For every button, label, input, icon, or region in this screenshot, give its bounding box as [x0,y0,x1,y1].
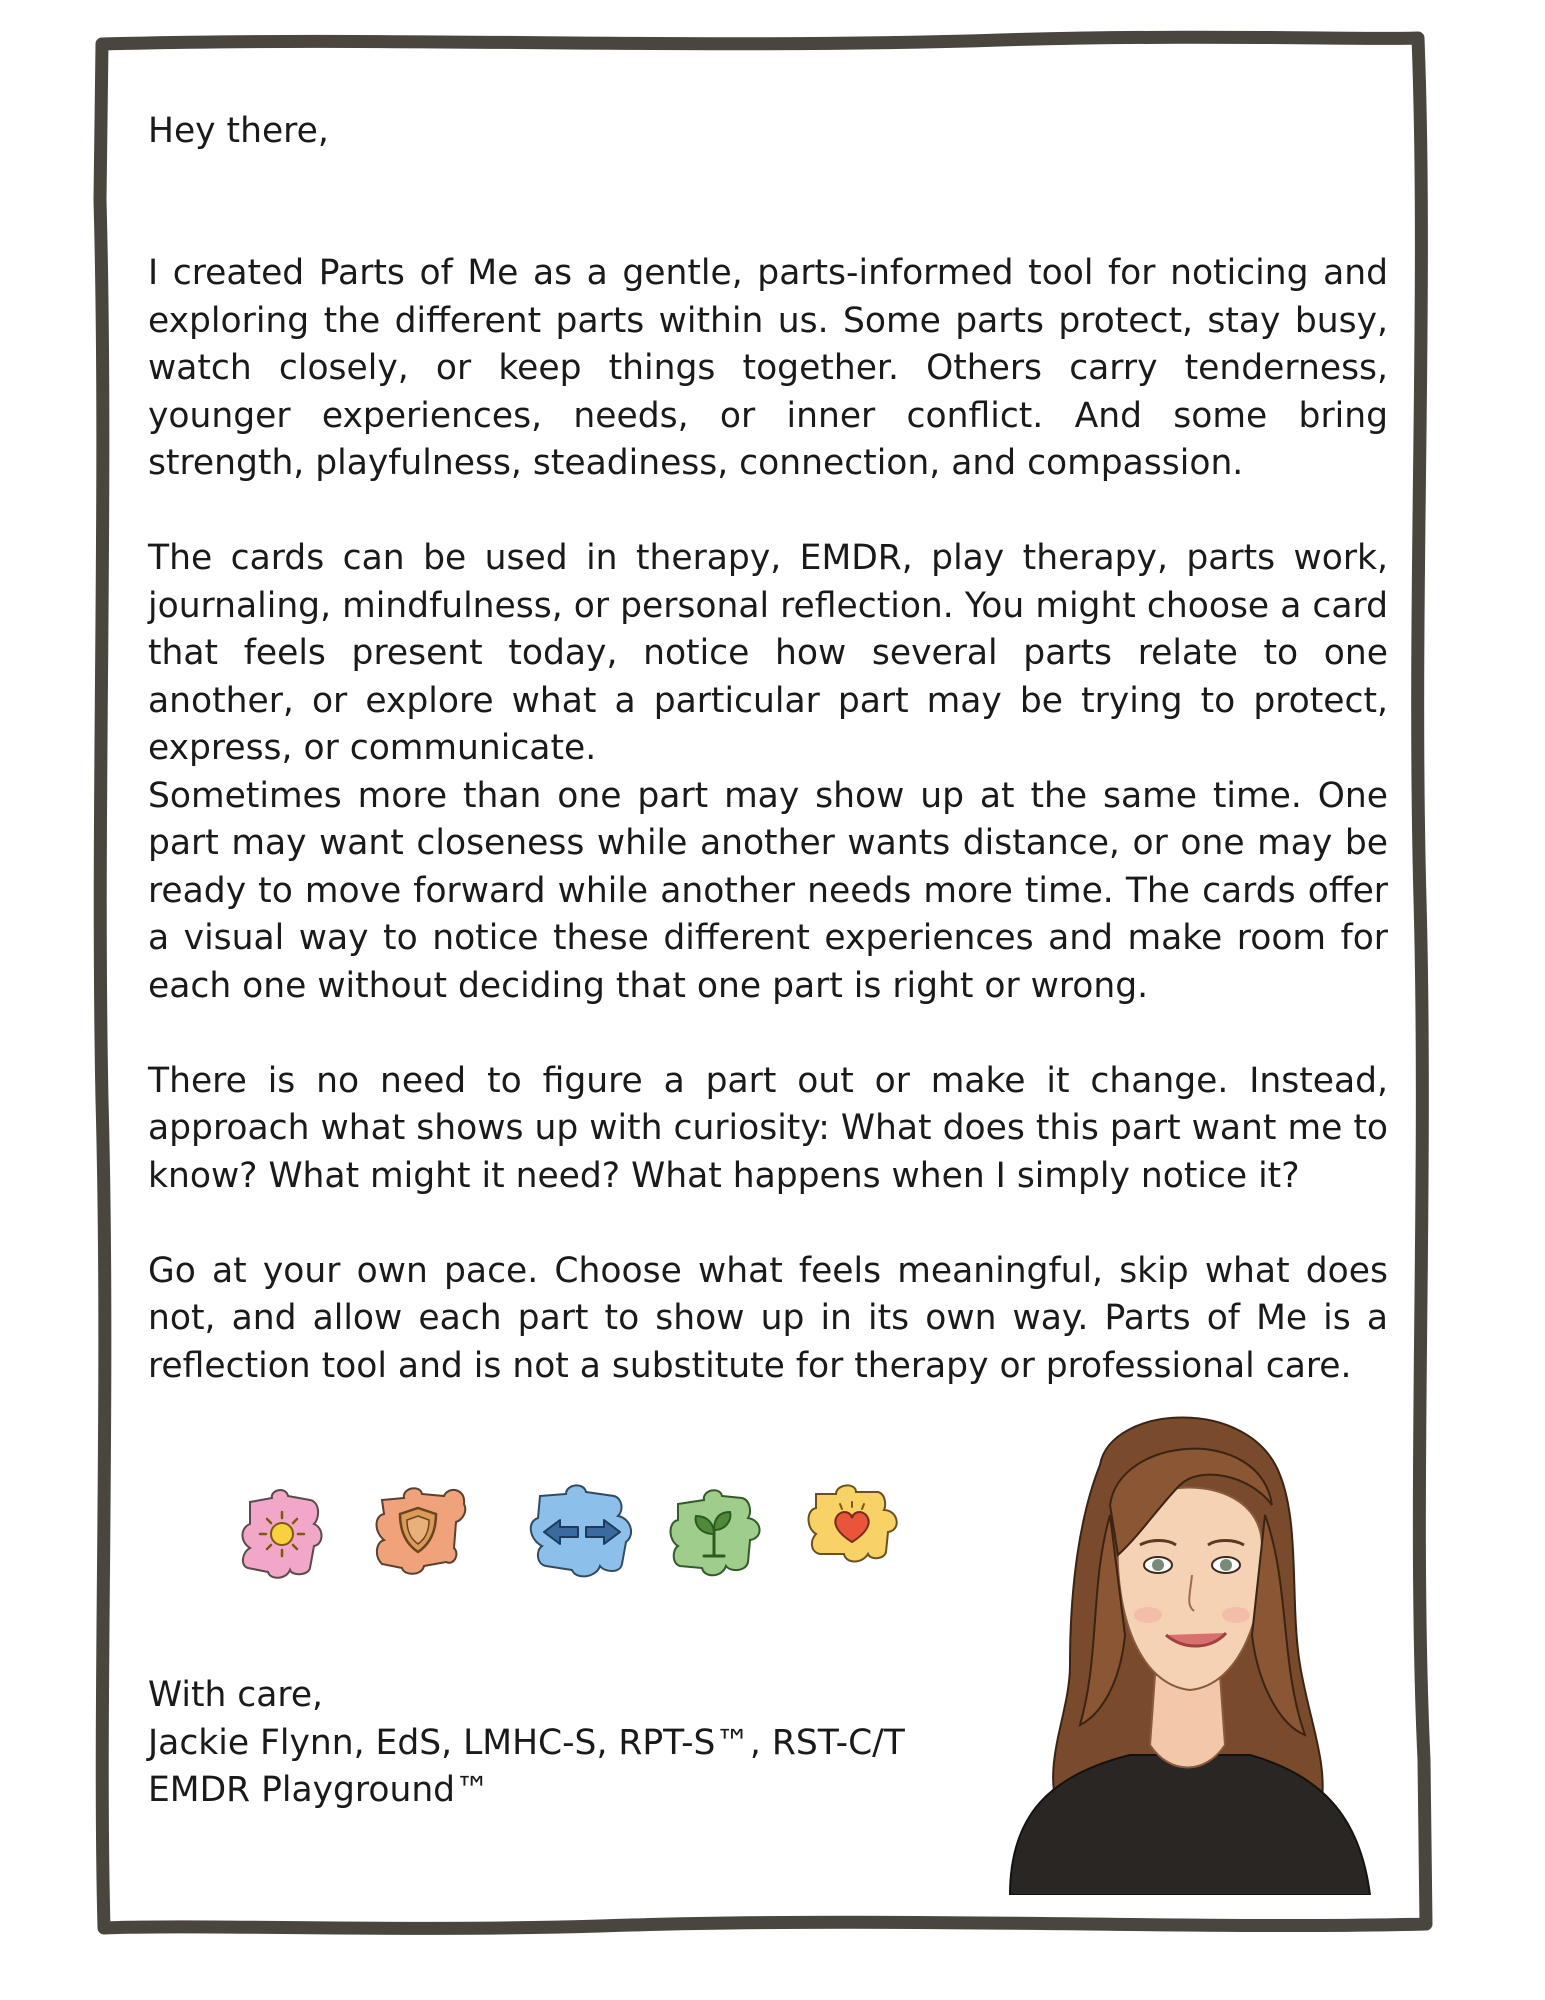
paragraph-pace: Go at your own pace. Choose what feels meaningful, skip what does not, and allow each part to show up in its own way. Parts of Me is a reflection tool and is not a substitute for therapy or professional care. [148,1250,1388,1386]
puzzle-piece-sprout [668,1484,764,1584]
puzzle-piece-shield [374,1482,472,1582]
signoff [148,1672,948,1815]
greeting: Hey there, [148,111,329,151]
puzzle-piece-heart [806,1480,906,1576]
paragraph-curiosity: There is no need to figure a part out or make it change. Instead, approach what shows up with curiosity: What does this part want me to know? What might it need? What happens when I simply notice it? [148,1060,1388,1196]
puzzle-piece-arrows [526,1482,642,1586]
closing: With care, [148,1675,324,1715]
signature-name: Jackie Flynn, EdS, LMHC-S, RPT-S™, RST-C/T [148,1722,905,1763]
puzzle-piece-sun [238,1488,328,1584]
paragraph-uses: The cards can be used in therapy, EMDR, play therapy, parts work, journaling, mindfulness, or personal reflection. You might choose a card that feels present today, notice how several parts relate to one another, or explore what a particular part may be trying to protect, express, or communicate. [148,538,1388,768]
author-portrait-illustration [990,1385,1380,1895]
paragraph-multiple-parts: Sometimes more than one part may show up at the same time. One part may want closeness while another wants distance, or one may be ready to move forward while another needs more time. The cards offer a visual way to notice these different experiences and make room for each one without deciding that one part is right or wrong. [148,775,1388,1006]
organization: EMDR Playground™ [148,1770,490,1810]
letter-body [148,250,1388,1390]
sun-icon [260,1512,304,1556]
paragraph-intro: I created Parts of Me as a gentle, parts-informed tool for noticing and exploring the different parts within us. Some parts protect, stay busy, watch closely, or keep things together. Others carry tenderness, younger experiences, needs, or inner conflict. And some bring strength, playfulness, steadiness, connection, and compassion. [148,253,1388,483]
